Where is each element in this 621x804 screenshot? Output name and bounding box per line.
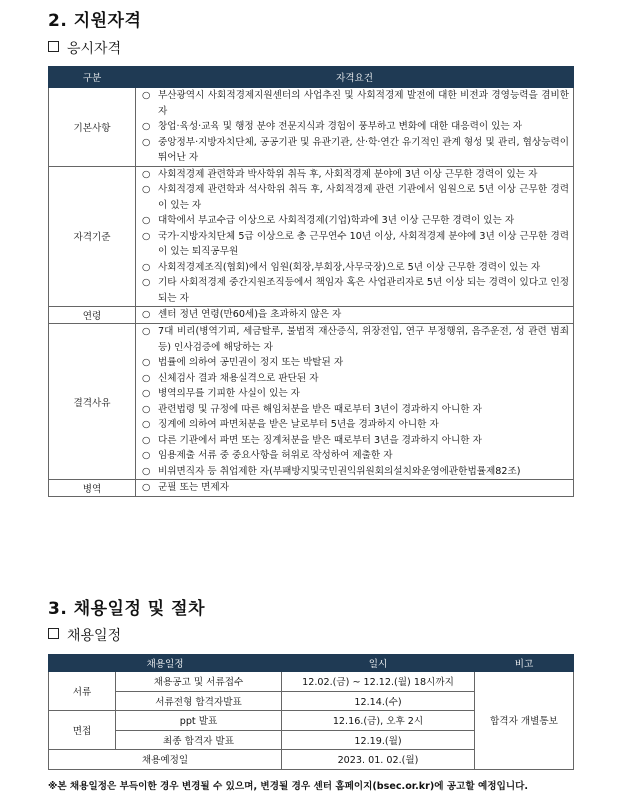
section3-title: 3. 채용일정 및 절차	[48, 599, 205, 619]
requirement-text: 사회적경제 관련학과 석사학위 취득 후, 사회적경제 관련 기관에서 임원으로 5년 이상 근무한 경력이 있는 자	[158, 184, 569, 211]
circle-bullet-icon: ○	[142, 230, 151, 242]
circle-bullet-icon: ○	[142, 277, 151, 288]
requirement-text: 임용제출 서류 중 중요사항을 허위로 작성하여 제출한 자	[158, 450, 393, 461]
circle-bullet-icon: ○	[142, 309, 151, 320]
schedule-date: 12.02.(금) ~ 12.12.(월) 18시까지	[282, 672, 475, 692]
requirement-text: 사회적경제 관련학과 박사학위 취득 후, 사회적경제 분야에 3년 이상 근무한 경력이 있는 자	[158, 168, 538, 180]
requirement-item	[142, 275, 569, 306]
requirement-text: 관련법령 및 규정에 따른 해임처분을 받은 때로부터 3년이 경과하지 아니한 자	[158, 403, 482, 415]
circle-bullet-icon: ○	[142, 136, 151, 148]
requirement-text: 대학에서 부교수급 이상으로 사회적경제(기업)학과에 3년 이상 근무한 경력이 있는 자	[158, 215, 515, 226]
requirement-text: 센터 정년 연령(만60세)을 초과하지 않은 자	[158, 309, 342, 320]
requirement-item	[142, 88, 569, 119]
qualification-category: 병역	[49, 480, 136, 497]
requirement-text: 다른 기관에서 파면 또는 징계처분을 받은 때로부터 3년을 경과하지 아니한 자	[158, 434, 482, 446]
requirement-item	[142, 448, 569, 464]
requirement-item	[142, 433, 569, 449]
schedule-table	[48, 654, 574, 770]
requirement-text: 법률에 의하여 공민권이 정지 또는 박탈된 자	[158, 357, 344, 368]
circle-bullet-icon: ○	[142, 215, 151, 226]
circle-bullet-icon: ○	[142, 357, 151, 368]
requirement-item	[142, 229, 569, 260]
schedule-group: 면접	[49, 711, 116, 750]
schedule-date: 2023. 01. 02.(월)	[282, 750, 475, 770]
requirement-text: 사회적경제조직(협회)에서 임원(회장,부회장,사무국장)으로 5년 이상 근무한 경력이 있는 자	[158, 261, 541, 273]
requirement-text: 창업·육성·교육 및 행정 분야 전문지식과 경험이 풍부하고 변화에 대한 대응력이 있는 자	[158, 121, 523, 132]
schedule-date: 12.16.(금), 오후 2시	[282, 711, 475, 731]
qualification-items	[136, 307, 574, 324]
schedule-note: ※본 채용일정은 부득이한 경우 변경될 수 있으며, 변경될 경우 센터 홈페이지(bsec.or.kr)에 공고할 예정입니다.	[48, 781, 529, 792]
schedule-date: 12.19.(월)	[282, 730, 475, 750]
circle-bullet-icon: ○	[142, 419, 151, 430]
requirement-item	[142, 167, 569, 183]
header-remark: 비고	[475, 655, 574, 672]
qualification-items	[136, 480, 574, 497]
checkbox-square-icon	[48, 41, 59, 52]
qualification-row	[49, 324, 574, 480]
circle-bullet-icon: ○	[142, 465, 151, 477]
qualification-category: 연령	[49, 307, 136, 324]
qualification-category: 결격사유	[49, 324, 136, 480]
requirement-item	[142, 260, 569, 276]
requirement-text: 병역의무를 기피한 사실이 있는 자	[158, 388, 300, 399]
requirement-item	[142, 464, 569, 480]
qualification-row	[49, 307, 574, 324]
circle-bullet-icon: ○	[142, 184, 151, 195]
qualification-body	[49, 88, 574, 497]
requirement-item	[142, 402, 569, 418]
qualification-category: 기본사항	[49, 88, 136, 167]
requirement-item	[142, 213, 569, 229]
requirement-item	[142, 417, 569, 433]
header-category: 구분	[49, 67, 136, 88]
qualification-category: 자격기준	[49, 166, 136, 307]
requirement-text: 중앙정부·지방자치단체, 공공기관 및 유관기관, 산·학·연간 유기적인 관계 형성 및 관리, 협상능력이 뛰어난 자	[158, 136, 569, 163]
circle-bullet-icon: ○	[142, 403, 151, 415]
section3-subtitle-text: 채용일정	[67, 628, 122, 644]
schedule-group: 서류	[49, 672, 116, 711]
circle-bullet-icon: ○	[142, 388, 151, 399]
circle-bullet-icon: ○	[142, 261, 151, 273]
qualification-items	[136, 88, 574, 167]
section2-subtitle-text: 응시자격	[67, 41, 122, 57]
circle-bullet-icon: ○	[142, 168, 151, 180]
requirement-item	[142, 355, 569, 371]
requirement-item	[142, 135, 569, 166]
requirement-text: 징계에 의하여 파면처분을 받은 날로부터 5년을 경과하지 아니한 자	[158, 419, 439, 430]
requirement-text: 7대 비리(병역기피, 세금탈루, 불법적 재산증식, 위장전입, 연구 부정행위, 음주운전, 성 관련 범죄 등) 인사검증에 해당하는 자	[158, 326, 569, 353]
schedule-date: 12.14.(수)	[282, 691, 475, 711]
header-date: 일시	[282, 655, 475, 672]
requirement-text: 국가·지방자치단체 5급 이상으로 총 근무연수 10년 이상, 사회적경제 분야에 3년 이상 근무한 경력이 있는 퇴직공무원	[158, 230, 569, 257]
schedule-remark: 합격자 개별통보	[475, 672, 574, 770]
requirement-text: 부산광역시 사회적경제지원센터의 사업추진 및 사회적경제 발전에 대한 비전과 경영능력을 겸비한 자	[158, 90, 569, 117]
circle-bullet-icon: ○	[142, 121, 151, 132]
schedule-step: 서류전형 합격자발표	[116, 691, 282, 711]
schedule-row	[49, 672, 574, 692]
qualification-row	[49, 88, 574, 167]
schedule-header-row	[49, 655, 574, 672]
requirement-item	[142, 182, 569, 213]
requirement-text: 비위면직자 등 취업제한 자(부패방지및국민권익위원회의설치와운영에관한법률제82조)	[158, 465, 521, 477]
requirement-text: 군필 또는 면제자	[158, 482, 229, 493]
header-schedule: 채용일정	[49, 655, 282, 672]
requirement-item	[142, 480, 569, 496]
qualification-row	[49, 166, 574, 307]
section2-title: 2. 지원자격	[48, 11, 142, 31]
requirement-item	[142, 371, 569, 387]
qualification-row	[49, 480, 574, 497]
requirement-item	[142, 119, 569, 135]
circle-bullet-icon: ○	[142, 450, 151, 461]
qualification-table	[48, 66, 574, 497]
requirement-item	[142, 324, 569, 355]
circle-bullet-icon: ○	[142, 372, 151, 384]
checkbox-square-icon	[48, 628, 59, 639]
qualification-items	[136, 324, 574, 480]
header-requirements: 자격요건	[136, 67, 574, 88]
qualification-items	[136, 166, 574, 307]
requirement-item	[142, 307, 569, 323]
schedule-step: 채용예정일	[49, 750, 282, 770]
section2-subtitle	[48, 38, 121, 58]
schedule-step: 채용공고 및 서류접수	[116, 672, 282, 692]
qualification-header-row	[49, 67, 574, 88]
requirement-text: 기타 사회적경제 중간지원조직등에서 책임자 혹은 사업관리자로 5년 이상 되는 경력이 있다고 인정되는 자	[158, 277, 569, 304]
requirement-text: 신체검사 결과 채용실격으로 판단된 자	[158, 372, 319, 384]
circle-bullet-icon: ○	[142, 434, 151, 446]
schedule-step: ppt 발표	[116, 711, 282, 731]
circle-bullet-icon: ○	[142, 326, 151, 337]
circle-bullet-icon: ○	[142, 482, 151, 493]
requirement-item	[142, 386, 569, 402]
section3-subtitle	[48, 625, 121, 645]
schedule-step: 최종 합격자 발표	[116, 730, 282, 750]
circle-bullet-icon: ○	[142, 90, 151, 101]
